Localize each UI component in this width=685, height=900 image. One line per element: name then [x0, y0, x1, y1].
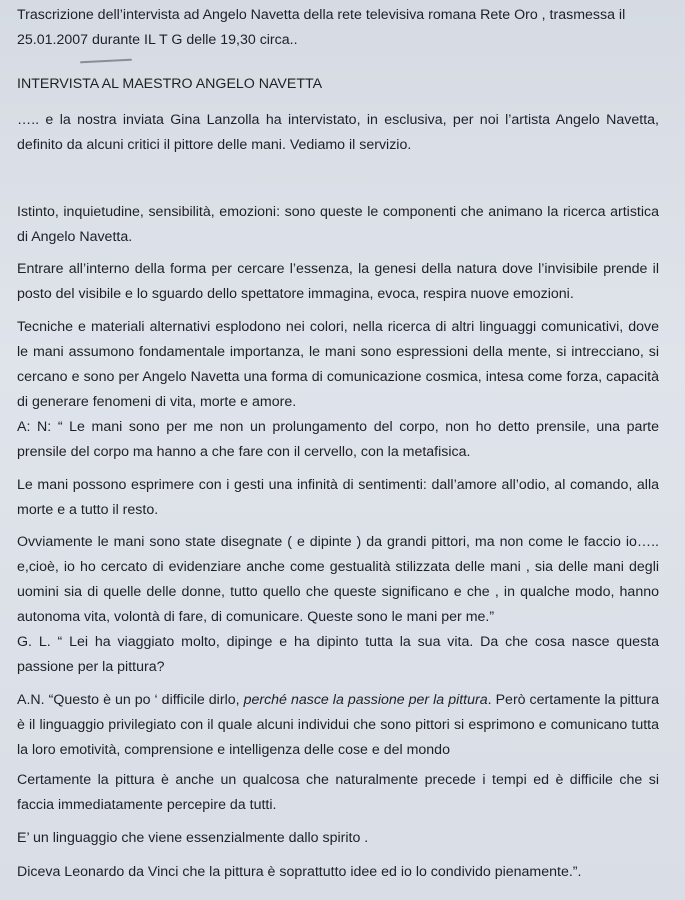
paragraph-8-end: . Però certamente la pittura è il linguaggio privilegiato con il quale alcuni individui che sono pittori si esprimono e comunicano tutta la loro emotività, comprensione e intelligenza delle cose e del mondo [17, 692, 660, 758]
paragraph-10: E’ un linguaggio che viene essenzialmente dallo spirito . [17, 830, 369, 846]
paragraph-6: Ovviamente le mani sono state disegnate ( e dipinte ) da grandi pittori, ma non come le faccio io….. e,cioè, io ho cercato di evidenziare anche come gestualità stilizzata delle mani , sia delle mani degli uomini sia di quelle delle donne, tutto quello che queste significano e che , in qualche modo, hanno autonoma vita, volontà di fare, di comunicare. Queste sono le mani per me.” [17, 534, 659, 625]
paragraph-8 [17, 688, 659, 763]
handwritten-underline [80, 59, 132, 64]
header-line-2: 25.01.2007 durante IL T G delle 19,30 circa.. [17, 32, 298, 48]
paragraph-5: Le mani possono esprimere con i gesti una infinità di sentimenti: dall’amore all’odio, al comando, alla morte e a tutto il resto. [17, 477, 659, 518]
paragraph-8-italic: perché nasce la passione per la pittura [243, 692, 488, 708]
paragraph-8-start: A.N. “Questo è un po ‘ difficile dirlo, [17, 692, 244, 708]
paragraph-4: A: N: “ Le mani sono per me non un prolungamento del corpo, non ho detto prensile, una parte prensile del corpo ma hanno a che fare con il cervello, con la metafisica. [17, 419, 659, 460]
document-title: INTERVISTA AL MAESTRO ANGELO NAVETTA [17, 76, 323, 92]
paragraph-3: Tecniche e materiali alternativi esplodono nei colori, nella ricerca di altri linguaggi comunicativi, dove le mani assumono fondamentale importanza, le mani sono espressioni della mente, si intrecciano, si cercano e sono per Angelo Navetta una forma di comunicazione cosmica, intesa come forza, capacità di generare fenomeni di vita, morte e amore. [17, 319, 659, 410]
paragraph-1: Istinto, inquietudine, sensibilità, emozioni: sono queste le componenti che animano la ricerca artistica di Angelo Navetta. [17, 204, 659, 245]
header-line-1: Trascrizione dell’intervista ad Angelo Navetta della rete televisiva romana Rete Oro , trasmessa il [17, 7, 626, 23]
paragraph-9: Certamente la pittura è anche un qualcosa che naturalmente precede i tempi ed è difficile che si faccia immediatamente percepire da tutti. [17, 772, 659, 813]
paragraph-2: Entrare all’interno della forma per cercare l’essenza, la genesi della natura dove l’invisibile prende il posto del visibile e lo sguardo dello spettatore immagina, evoca, respira nuove emozioni. [17, 261, 659, 302]
intro-paragraph: ….. e la nostra inviata Gina Lanzolla ha intervistato, in esclusiva, per noi l’artista Angelo Navetta, definito da alcuni critici il pittore delle mani. Vediamo il servizio. [17, 112, 659, 153]
paragraph-7: G. L. “ Lei ha viaggiato molto, dipinge e ha dipinto tutta la sua vita. Da che cosa nasce questa passione per la pittura? [17, 634, 659, 675]
paragraph-11: Diceva Leonardo da Vinci che la pittura è soprattutto idee ed io lo condivido pienamente.”. [17, 864, 582, 880]
